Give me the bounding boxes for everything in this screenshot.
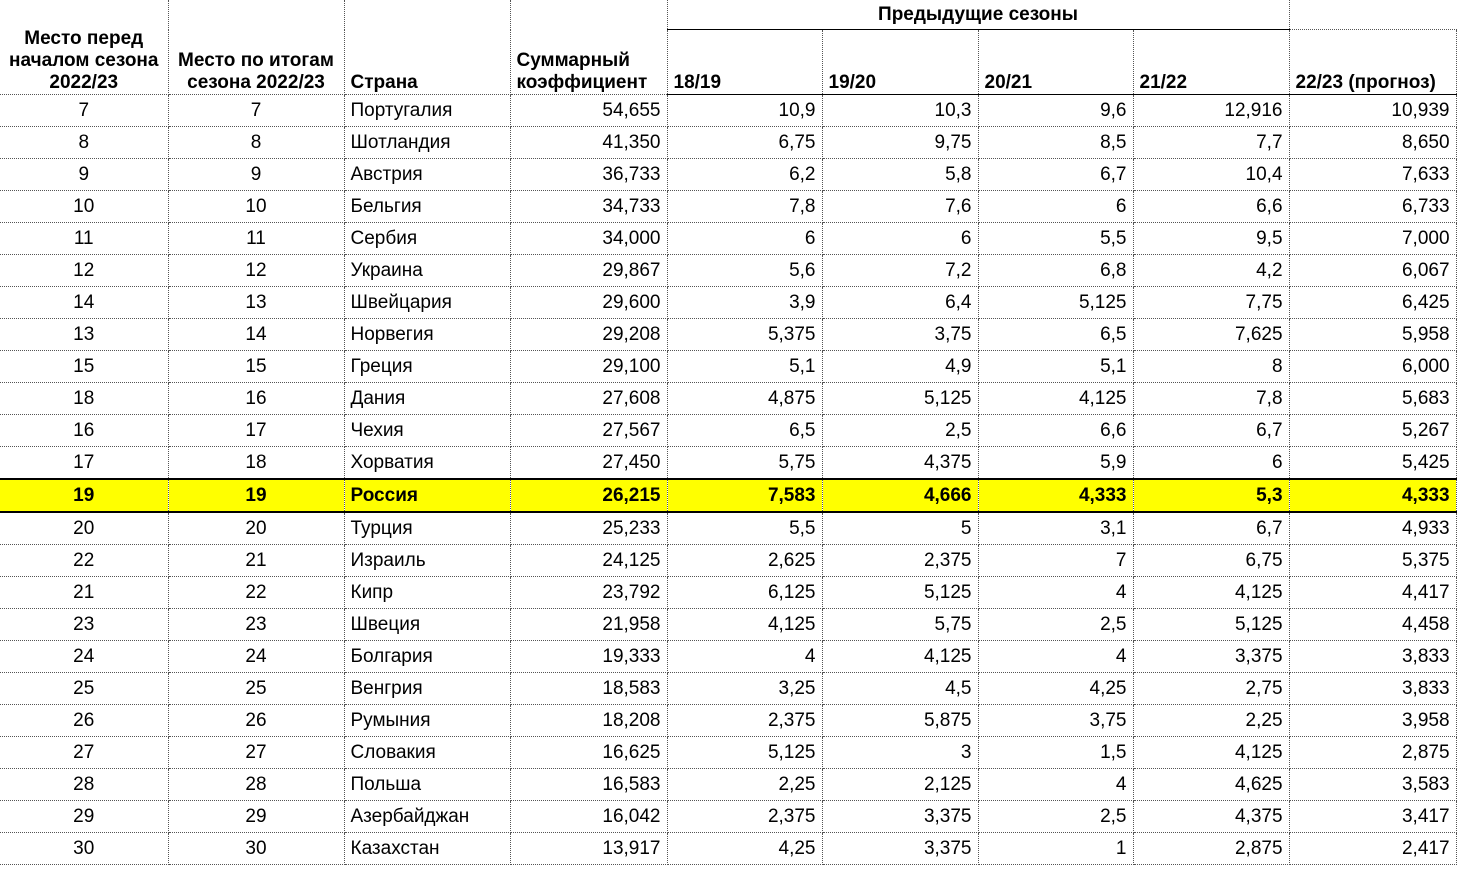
cell-total[interactable]: 19,333 [510,641,667,673]
cell-pos-after[interactable]: 21 [168,545,344,577]
cell-season-3[interactable]: 4 [978,577,1133,609]
cell-country[interactable]: Азербайджан [344,801,510,833]
table-row[interactable] [0,287,1456,319]
cell-season-5[interactable]: 3,833 [1289,673,1456,705]
cell-total[interactable]: 18,583 [510,673,667,705]
header-blank-cell[interactable] [1289,0,1456,30]
cell-total[interactable]: 41,350 [510,127,667,159]
cell-season-3[interactable]: 4 [978,641,1133,673]
cell-pos-before[interactable]: 7 [0,95,168,127]
cell-season-5[interactable]: 2,875 [1289,737,1456,769]
cell-pos-after[interactable]: 24 [168,641,344,673]
table-row[interactable] [0,641,1456,673]
cell-total[interactable]: 16,583 [510,769,667,801]
table-row[interactable] [0,127,1456,159]
cell-season-5[interactable]: 3,583 [1289,769,1456,801]
cell-pos-before[interactable]: 16 [0,415,168,447]
cell-season-1[interactable]: 5,1 [667,351,822,383]
cell-season-4[interactable]: 6,7 [1133,512,1289,545]
cell-country[interactable]: Украина [344,255,510,287]
cell-country[interactable]: Швейцария [344,287,510,319]
cell-pos-before[interactable]: 30 [0,833,168,865]
cell-pos-after[interactable]: 7 [168,95,344,127]
cell-season-3[interactable]: 6,6 [978,415,1133,447]
cell-season-4[interactable]: 8 [1133,351,1289,383]
cell-season-5[interactable]: 5,267 [1289,415,1456,447]
cell-total[interactable]: 13,917 [510,833,667,865]
cell-country[interactable]: Турция [344,512,510,545]
cell-pos-after[interactable]: 25 [168,673,344,705]
cell-season-3[interactable]: 4,125 [978,383,1133,415]
cell-pos-after[interactable]: 29 [168,801,344,833]
header-season-4[interactable]: 21/22 [1133,30,1289,95]
table-row[interactable] [0,801,1456,833]
cell-season-1[interactable]: 6,75 [667,127,822,159]
cell-season-2[interactable]: 4,5 [822,673,978,705]
header-season-3[interactable]: 20/21 [978,30,1133,95]
cell-season-5[interactable]: 7,000 [1289,223,1456,255]
cell-pos-after[interactable]: 9 [168,159,344,191]
cell-total[interactable]: 16,042 [510,801,667,833]
cell-season-5[interactable]: 10,939 [1289,95,1456,127]
cell-season-2[interactable]: 5,875 [822,705,978,737]
table-row[interactable] [0,577,1456,609]
cell-season-3[interactable]: 1,5 [978,737,1133,769]
cell-pos-before[interactable]: 13 [0,319,168,351]
cell-pos-after[interactable]: 23 [168,609,344,641]
cell-season-4[interactable]: 4,125 [1133,737,1289,769]
cell-pos-after[interactable]: 28 [168,769,344,801]
cell-total[interactable]: 29,100 [510,351,667,383]
cell-season-3[interactable]: 2,5 [978,801,1133,833]
cell-season-2[interactable]: 2,125 [822,769,978,801]
cell-country[interactable]: Чехия [344,415,510,447]
cell-pos-before[interactable]: 11 [0,223,168,255]
cell-total[interactable]: 16,625 [510,737,667,769]
cell-country[interactable]: Норвегия [344,319,510,351]
cell-season-3[interactable]: 4,333 [978,479,1133,512]
cell-season-2[interactable]: 5,125 [822,577,978,609]
header-season-5[interactable]: 22/23 (прогноз) [1289,30,1456,95]
table-row[interactable] [0,255,1456,287]
cell-pos-after[interactable]: 12 [168,255,344,287]
cell-season-4[interactable]: 10,4 [1133,159,1289,191]
cell-season-2[interactable]: 2,375 [822,545,978,577]
table-row-highlighted[interactable] [0,479,1456,512]
cell-pos-before[interactable]: 19 [0,479,168,512]
cell-season-5[interactable]: 4,333 [1289,479,1456,512]
cell-season-1[interactable]: 6,5 [667,415,822,447]
table-row[interactable] [0,673,1456,705]
cell-season-1[interactable]: 10,9 [667,95,822,127]
cell-season-1[interactable]: 5,75 [667,447,822,480]
cell-pos-before[interactable]: 15 [0,351,168,383]
cell-pos-before[interactable]: 29 [0,801,168,833]
cell-season-3[interactable]: 5,5 [978,223,1133,255]
cell-season-4[interactable]: 2,25 [1133,705,1289,737]
cell-season-1[interactable]: 5,5 [667,512,822,545]
cell-pos-after[interactable]: 10 [168,191,344,223]
table-body [0,95,1456,865]
cell-season-5[interactable]: 6,425 [1289,287,1456,319]
cell-pos-after[interactable]: 13 [168,287,344,319]
cell-season-1[interactable]: 6 [667,223,822,255]
table-row[interactable] [0,159,1456,191]
cell-season-2[interactable]: 7,6 [822,191,978,223]
cell-season-5[interactable]: 5,425 [1289,447,1456,480]
cell-country[interactable]: Болгария [344,641,510,673]
cell-pos-before[interactable]: 27 [0,737,168,769]
cell-season-5[interactable]: 4,933 [1289,512,1456,545]
cell-total[interactable]: 27,608 [510,383,667,415]
cell-pos-before[interactable]: 21 [0,577,168,609]
cell-country[interactable]: Хорватия [344,447,510,480]
header-season-1[interactable]: 18/19 [667,30,822,95]
cell-country[interactable]: Сербия [344,223,510,255]
cell-season-1[interactable]: 7,583 [667,479,822,512]
cell-pos-before[interactable]: 22 [0,545,168,577]
cell-season-3[interactable]: 5,9 [978,447,1133,480]
table-row[interactable] [0,769,1456,801]
cell-season-4[interactable]: 5,125 [1133,609,1289,641]
cell-pos-after[interactable]: 30 [168,833,344,865]
cell-season-4[interactable]: 4,375 [1133,801,1289,833]
cell-country[interactable]: Словакия [344,737,510,769]
cell-season-4[interactable]: 6,75 [1133,545,1289,577]
cell-country[interactable]: Шотландия [344,127,510,159]
cell-season-2[interactable]: 9,75 [822,127,978,159]
cell-season-5[interactable]: 8,650 [1289,127,1456,159]
cell-season-1[interactable]: 6,2 [667,159,822,191]
cell-season-4[interactable]: 7,75 [1133,287,1289,319]
cell-season-4[interactable]: 6 [1133,447,1289,480]
cell-pos-after[interactable]: 26 [168,705,344,737]
cell-season-5[interactable]: 4,458 [1289,609,1456,641]
cell-season-3[interactable]: 8,5 [978,127,1133,159]
cell-season-5[interactable]: 5,683 [1289,383,1456,415]
table-row[interactable] [0,512,1456,545]
cell-season-5[interactable]: 2,417 [1289,833,1456,865]
table-row[interactable] [0,223,1456,255]
cell-country[interactable]: Греция [344,351,510,383]
cell-country[interactable]: Румыния [344,705,510,737]
cell-pos-before[interactable]: 28 [0,769,168,801]
cell-total[interactable]: 34,000 [510,223,667,255]
cell-pos-after[interactable]: 8 [168,127,344,159]
cell-country[interactable]: Швеция [344,609,510,641]
cell-season-4[interactable]: 6,7 [1133,415,1289,447]
cell-season-4[interactable]: 12,916 [1133,95,1289,127]
cell-season-4[interactable]: 7,8 [1133,383,1289,415]
table-row[interactable] [0,319,1456,351]
table-row[interactable] [0,737,1456,769]
cell-season-1[interactable]: 2,375 [667,801,822,833]
cell-pos-after[interactable]: 11 [168,223,344,255]
cell-season-2[interactable]: 4,125 [822,641,978,673]
cell-season-5[interactable]: 4,417 [1289,577,1456,609]
cell-total[interactable]: 27,450 [510,447,667,480]
cell-pos-after[interactable]: 19 [168,479,344,512]
cell-season-2[interactable]: 10,3 [822,95,978,127]
cell-season-3[interactable]: 7 [978,545,1133,577]
cell-pos-after[interactable]: 18 [168,447,344,480]
cell-country[interactable]: Кипр [344,577,510,609]
cell-season-3[interactable]: 5,1 [978,351,1133,383]
cell-country[interactable]: Дания [344,383,510,415]
cell-season-4[interactable]: 4,125 [1133,577,1289,609]
cell-pos-after[interactable]: 17 [168,415,344,447]
cell-season-4[interactable]: 5,3 [1133,479,1289,512]
table-row[interactable] [0,447,1456,480]
cell-total[interactable]: 29,208 [510,319,667,351]
cell-season-3[interactable]: 6,7 [978,159,1133,191]
cell-season-3[interactable]: 6,5 [978,319,1133,351]
cell-total[interactable]: 36,733 [510,159,667,191]
cell-country[interactable]: Польша [344,769,510,801]
cell-pos-before[interactable]: 20 [0,512,168,545]
cell-total[interactable]: 34,733 [510,191,667,223]
cell-season-1[interactable]: 2,25 [667,769,822,801]
cell-season-2[interactable]: 5,75 [822,609,978,641]
header-season-2[interactable]: 19/20 [822,30,978,95]
cell-season-1[interactable]: 6,125 [667,577,822,609]
cell-season-1[interactable]: 4,875 [667,383,822,415]
cell-pos-before[interactable]: 25 [0,673,168,705]
cell-country[interactable]: Бельгия [344,191,510,223]
cell-season-3[interactable]: 3,75 [978,705,1133,737]
cell-season-1[interactable]: 7,8 [667,191,822,223]
cell-pos-before[interactable]: 14 [0,287,168,319]
cell-pos-before[interactable]: 23 [0,609,168,641]
cell-total[interactable]: 29,600 [510,287,667,319]
cell-season-3[interactable]: 5,125 [978,287,1133,319]
cell-season-3[interactable]: 9,6 [978,95,1133,127]
cell-country[interactable]: Россия [344,479,510,512]
table-row[interactable] [0,351,1456,383]
cell-pos-before[interactable]: 18 [0,383,168,415]
cell-season-3[interactable]: 1 [978,833,1133,865]
cell-season-1[interactable]: 4,25 [667,833,822,865]
cell-country[interactable]: Казахстан [344,833,510,865]
cell-country[interactable]: Португалия [344,95,510,127]
cell-season-2[interactable]: 4,9 [822,351,978,383]
header-country[interactable]: Страна [344,0,510,95]
cell-season-1[interactable]: 5,375 [667,319,822,351]
table-row[interactable] [0,415,1456,447]
table-row[interactable] [0,833,1456,865]
cell-season-5[interactable]: 6,067 [1289,255,1456,287]
cell-season-1[interactable]: 3,25 [667,673,822,705]
table-row[interactable] [0,545,1456,577]
cell-pos-before[interactable]: 24 [0,641,168,673]
cell-season-5[interactable]: 6,000 [1289,351,1456,383]
cell-country[interactable]: Венгрия [344,673,510,705]
cell-season-5[interactable]: 6,733 [1289,191,1456,223]
cell-season-2[interactable]: 3,375 [822,801,978,833]
cell-season-5[interactable]: 7,633 [1289,159,1456,191]
table-row[interactable] [0,95,1456,127]
cell-season-2[interactable]: 5,8 [822,159,978,191]
cell-season-5[interactable]: 3,958 [1289,705,1456,737]
cell-season-1[interactable]: 3,9 [667,287,822,319]
cell-pos-after[interactable]: 20 [168,512,344,545]
header-pos-after[interactable]: Место по итогам сезона 2022/23 [168,0,344,95]
cell-season-1[interactable]: 2,625 [667,545,822,577]
cell-pos-before[interactable]: 10 [0,191,168,223]
cell-total[interactable]: 54,655 [510,95,667,127]
cell-season-4[interactable]: 3,375 [1133,641,1289,673]
cell-season-2[interactable]: 4,375 [822,447,978,480]
cell-season-2[interactable]: 2,5 [822,415,978,447]
header-total[interactable]: Суммарный коэффициент [510,0,667,95]
cell-season-1[interactable]: 4,125 [667,609,822,641]
table-row[interactable] [0,191,1456,223]
cell-season-3[interactable]: 2,5 [978,609,1133,641]
cell-season-2[interactable]: 4,666 [822,479,978,512]
cell-pos-before[interactable]: 26 [0,705,168,737]
cell-total[interactable]: 18,208 [510,705,667,737]
cell-season-4[interactable]: 6,6 [1133,191,1289,223]
header-previous-seasons[interactable]: Предыдущие сезоны [667,0,1289,30]
cell-total[interactable]: 27,567 [510,415,667,447]
cell-season-5[interactable]: 5,958 [1289,319,1456,351]
cell-total[interactable]: 24,125 [510,545,667,577]
cell-season-2[interactable]: 5,125 [822,383,978,415]
cell-season-4[interactable]: 7,625 [1133,319,1289,351]
cell-pos-after[interactable]: 22 [168,577,344,609]
cell-season-3[interactable]: 6 [978,191,1133,223]
cell-season-4[interactable]: 4,625 [1133,769,1289,801]
cell-country[interactable]: Австрия [344,159,510,191]
cell-season-2[interactable]: 5 [822,512,978,545]
cell-total[interactable]: 21,958 [510,609,667,641]
cell-season-5[interactable]: 3,417 [1289,801,1456,833]
cell-pos-after[interactable]: 16 [168,383,344,415]
cell-pos-after[interactable]: 15 [168,351,344,383]
table-row[interactable] [0,705,1456,737]
cell-season-5[interactable]: 3,833 [1289,641,1456,673]
cell-season-4[interactable]: 9,5 [1133,223,1289,255]
cell-season-2[interactable]: 3,375 [822,833,978,865]
cell-season-1[interactable]: 4 [667,641,822,673]
header-pos-before[interactable]: Место перед началом сезона 2022/23 [0,0,168,95]
cell-season-2[interactable]: 3 [822,737,978,769]
cell-pos-before[interactable]: 8 [0,127,168,159]
cell-season-4[interactable]: 2,75 [1133,673,1289,705]
cell-total[interactable]: 23,792 [510,577,667,609]
cell-total[interactable]: 26,215 [510,479,667,512]
cell-season-4[interactable]: 2,875 [1133,833,1289,865]
cell-season-2[interactable]: 6 [822,223,978,255]
cell-pos-before[interactable]: 17 [0,447,168,480]
cell-country[interactable]: Израиль [344,545,510,577]
cell-total[interactable]: 29,867 [510,255,667,287]
cell-season-2[interactable]: 6,4 [822,287,978,319]
table-row[interactable] [0,609,1456,641]
cell-season-3[interactable]: 6,8 [978,255,1133,287]
cell-season-2[interactable]: 7,2 [822,255,978,287]
cell-season-5[interactable]: 5,375 [1289,545,1456,577]
cell-season-4[interactable]: 7,7 [1133,127,1289,159]
cell-pos-before[interactable]: 12 [0,255,168,287]
table-row[interactable] [0,383,1456,415]
cell-season-1[interactable]: 5,6 [667,255,822,287]
cell-season-3[interactable]: 4,25 [978,673,1133,705]
cell-total[interactable]: 25,233 [510,512,667,545]
cell-season-3[interactable]: 3,1 [978,512,1133,545]
cell-season-2[interactable]: 3,75 [822,319,978,351]
cell-pos-after[interactable]: 14 [168,319,344,351]
cell-pos-before[interactable]: 9 [0,159,168,191]
cell-pos-after[interactable]: 27 [168,737,344,769]
cell-season-1[interactable]: 5,125 [667,737,822,769]
cell-season-1[interactable]: 2,375 [667,705,822,737]
cell-season-3[interactable]: 4 [978,769,1133,801]
cell-season-4[interactable]: 4,2 [1133,255,1289,287]
